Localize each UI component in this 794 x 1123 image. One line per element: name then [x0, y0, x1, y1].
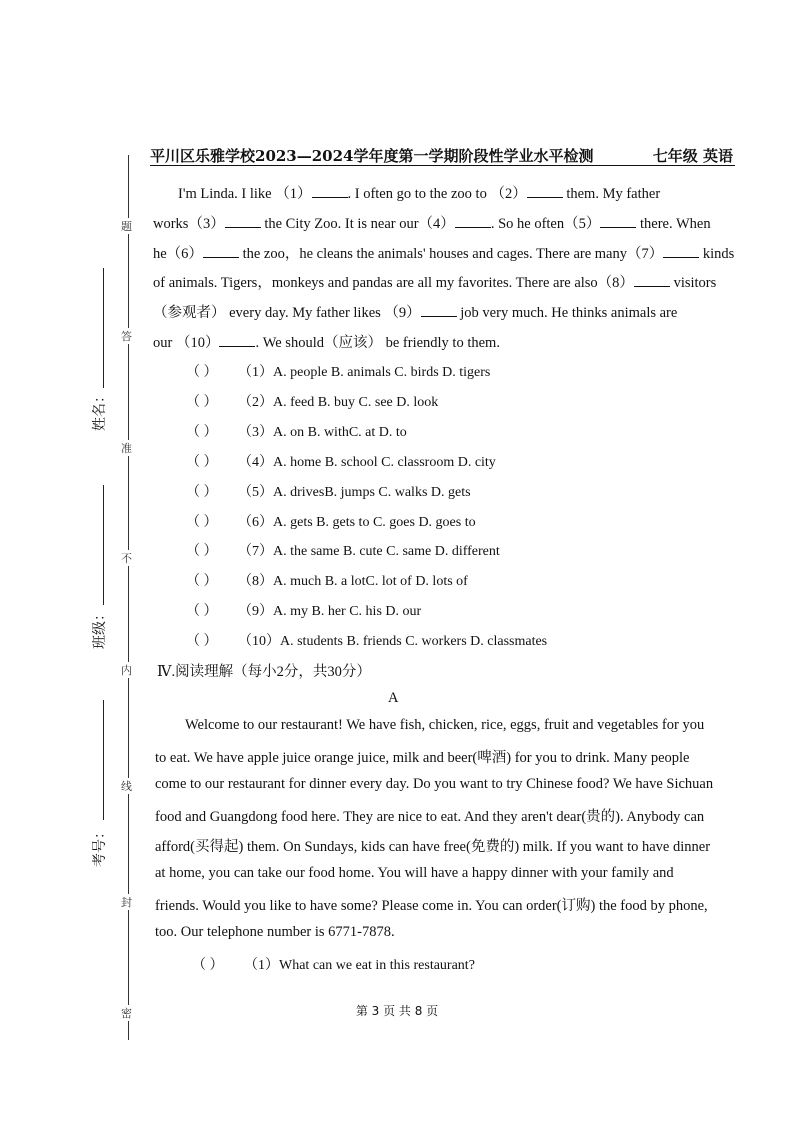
cloze-line-5: （参观者） every day. My father likes （9） job very much. He thinks animals are: [153, 305, 678, 321]
question-1: （ ） （1）A. people B. animals C. birds D. tigers: [186, 365, 491, 380]
passage-line: come to our restaurant for dinner every day. Do you want to try Chinese food? We have Sichuan: [155, 776, 714, 792]
reading-question-1: （ ） （1）What can we eat in this restaurant?: [192, 958, 475, 973]
blank-5: [600, 215, 636, 228]
passage-line: too. Our telephone number is 6771-7878.: [155, 924, 395, 940]
binding-char: 线: [121, 780, 132, 793]
exam-header: [150, 145, 735, 166]
binding-char: 答: [121, 330, 132, 343]
cloze-line-6: our （10） . We should（应该） be friendly to them.: [153, 335, 500, 351]
cloze-line-4: of animals. Tigers，monkeys and pandas are all my favorites. There are also（8） visitors: [153, 275, 717, 291]
blank-1: [312, 185, 348, 198]
passage-line: food and Guangdong food here. They are nice to eat. And they aren't dear(贵的). Anybody can: [155, 809, 705, 825]
binding-char: 封: [121, 896, 132, 909]
exam-title: 平川区乐雅学校2023—2024学年度第一学期阶段性学业水平检测: [150, 147, 594, 165]
blank-2: [527, 185, 563, 198]
blank-6: [203, 245, 239, 258]
section-title: Ⅳ.阅读理解（每小2分，共30分）: [157, 664, 371, 680]
passage-label: A: [388, 690, 399, 706]
passage-line: at home, you can take our food home. You will have a happy dinner with your family and: [155, 865, 674, 881]
name-field-line: [103, 268, 104, 388]
passage-line: to eat. We have apple juice orange juice, milk and beer(啤酒) for you to drink. Many people: [155, 750, 690, 766]
blank-7: [663, 245, 699, 258]
blank-4: [455, 215, 491, 228]
blank-10: [219, 334, 255, 347]
binding-char: 题: [121, 220, 132, 233]
question-7: （ ） （7）A. the same B. cute C. same D. different: [186, 544, 500, 559]
question-4: （ ） （4）A. home B. school C. classroom D. city: [186, 455, 496, 470]
question-3: （ ） （3）A. on B. withC. at D. to: [186, 425, 407, 440]
page-number: 第 3 页 共 8 页: [355, 1004, 439, 1018]
question-8: （ ） （8）A. much B. a lotC. lot of D. lots of: [186, 574, 468, 589]
question-5: （ ） （5）A. drivesB. jumps C. walks D. gets: [186, 485, 471, 500]
cloze-line-2: works（3） the City Zoo. It is near our（4） . So he often（5） there. When: [153, 216, 711, 232]
exam-no-field-line: [103, 700, 104, 820]
binding-char: 准: [121, 442, 132, 455]
question-6: （ ） （6）A. gets B. gets to C. goes D. goes to: [186, 515, 476, 530]
name-label: 姓名：: [92, 389, 108, 431]
blank-9: [421, 304, 457, 317]
cloze-line-1: I'm Linda. I like （1） . I often go to the zoo to （2） them. My father: [178, 186, 661, 202]
binding-char: 不: [121, 552, 132, 565]
blank-8: [634, 274, 670, 287]
class-label: 班级：: [92, 607, 108, 649]
grade-subject: 七年级 英语: [652, 147, 733, 165]
passage-line: Welcome to our restaurant! We have fish, chicken, rice, eggs, fruit and vegetables for you: [185, 717, 705, 733]
blank-3: [225, 215, 261, 228]
exam-no-label: 考号：: [92, 825, 108, 867]
cloze-line-3: he（6） the zoo，he cleans the animals' houses and cages. There are many（7） kinds: [153, 246, 735, 262]
question-2: （ ） （2）A. feed B. buy C. see D. look: [186, 395, 439, 410]
passage-line: friends. Would you like to have some? Please come in. You can order(订购) the food by phone,: [155, 898, 708, 914]
binding-char: 内: [121, 664, 132, 677]
class-field-line: [103, 485, 104, 605]
question-9: （ ） （9）A. my B. her C. his D. our: [186, 604, 422, 619]
binding-char: 密: [121, 1007, 132, 1020]
passage-line: afford(买得起) them. On Sundays, kids can have free(免费的) milk. If you want to have dinner: [155, 839, 711, 855]
question-10: （ ） （10）A. students B. friends C. workers D. classmates: [186, 634, 548, 649]
